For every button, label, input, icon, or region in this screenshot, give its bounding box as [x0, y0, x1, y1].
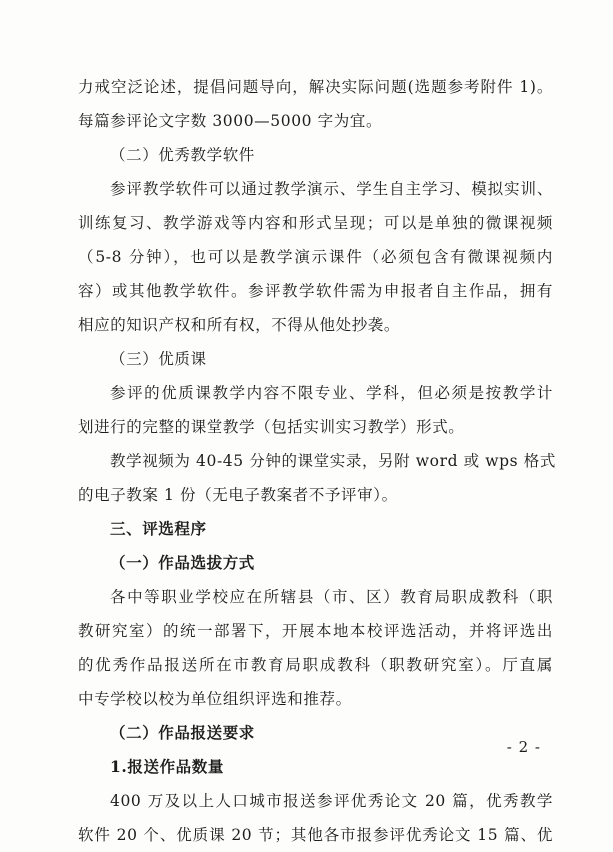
body-line: 训练复习、教学游戏等内容和形式呈现；可以是单独的微课视频 — [78, 214, 553, 232]
page-number: - 2 - — [506, 738, 541, 756]
section-heading: （一）作品选拔方式 — [110, 553, 255, 572]
body-line: 参评教学软件可以通过教学演示、学生自主学习、模拟实训、 — [110, 180, 553, 198]
body-line: 软件 20 个、优质课 20 节；其他各市报参评优秀论文 15 篇、优 — [78, 826, 553, 844]
body-line: 的优秀作品报送所在市教育局职成教科（职教研究室）。厅直属 — [78, 656, 553, 674]
body-line: 参评的优质课教学内容不限专业、学科，但必须是按教学计 — [110, 384, 553, 402]
section-heading: （三）优质课 — [110, 350, 207, 368]
body-line: 中专学校以校为单位组织评选和推荐。 — [78, 690, 352, 708]
body-line: 每篇参评论文字数 3000—5000 字为宜。 — [78, 112, 383, 130]
body-line: 力戒空泛论述，提倡问题导向，解决实际问题(选题参考附件 1)。 — [78, 78, 553, 96]
body-line: 400 万及以上人口城市报送参评优秀论文 20 篇，优秀教学 — [110, 792, 553, 810]
body-line: 容）或其他教学软件。参评教学软件需为申报者自主作品，拥有 — [78, 282, 553, 300]
body-line: 各中等职业学校应在所辖县（市、区）教育局职成教科（职 — [110, 588, 553, 606]
body-line: 划进行的完整的课堂教学（包括实训实习教学）形式。 — [78, 418, 465, 436]
section-heading: （二）优秀教学软件 — [110, 146, 255, 164]
chapter-heading: 三、评选程序 — [110, 519, 207, 538]
body-line: （5-8 分钟），也可以是教学演示课件（必须包含有微课视频内 — [78, 248, 553, 266]
section-heading: （二）作品报送要求 — [110, 723, 255, 742]
body-line: 教研究室）的统一部署下，开展本地本校评选活动，并将评选出 — [78, 622, 553, 640]
subsection-heading: 1.报送作品数量 — [110, 757, 224, 776]
body-line: 教学视频为 40-45 分钟的课堂实录，另附 word 或 wps 格式 — [110, 452, 556, 470]
body-line: 的电子教案 1 份（无电子教案者不予评审）。 — [78, 486, 398, 504]
body-line: 相应的知识产权和所有权，不得从他处抄袭。 — [78, 316, 401, 334]
